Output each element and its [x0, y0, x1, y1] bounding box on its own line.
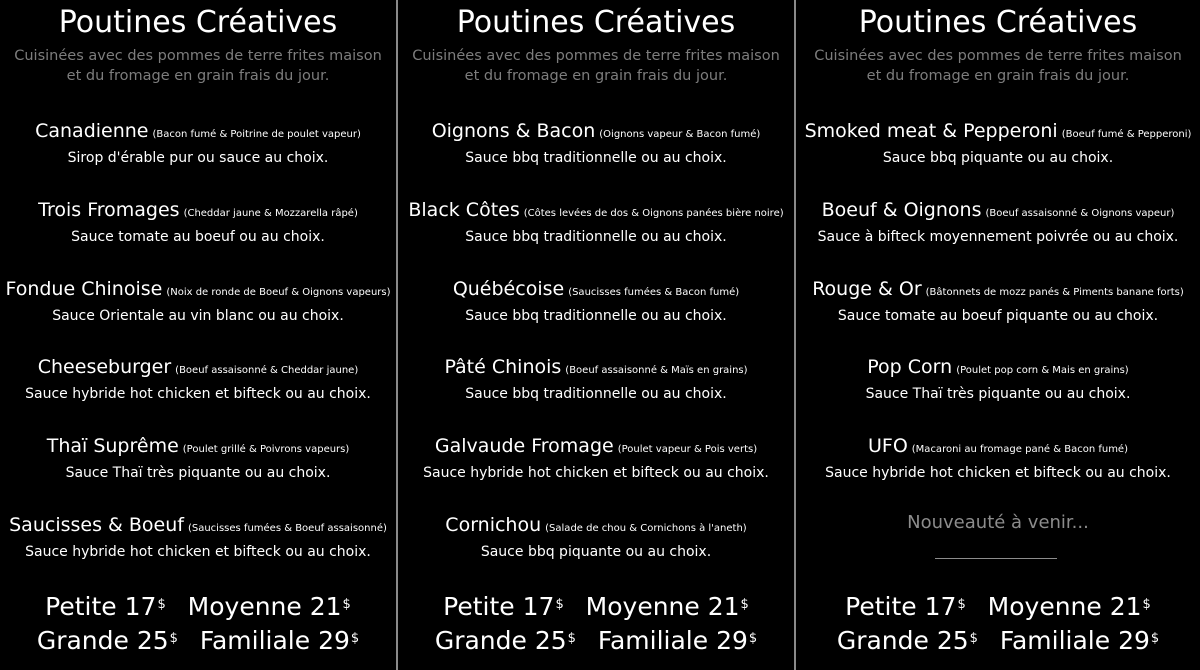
subtitle-line: et du fromage en grain frais du jour.: [866, 68, 1130, 84]
item-name: Saucisses & Boeuf: [9, 514, 184, 536]
item-ingredients: (Boeuf fumé & Pepperoni): [1061, 129, 1192, 140]
coming-soon-underline: [935, 558, 1057, 559]
item-name: Cheeseburger: [37, 356, 172, 378]
panel-subtitle: [0, 46, 396, 86]
item-name: Canadienne: [35, 120, 149, 142]
menu-item: [0, 354, 396, 404]
menu-item: [398, 354, 794, 404]
price-list: [796, 590, 1200, 658]
panel-subtitle: [398, 46, 794, 86]
menu-item: [398, 276, 794, 326]
item-ingredients: (Côtes levées de dos & Oignons panées bière noire): [523, 208, 784, 219]
menu-panel-3: [796, 0, 1200, 670]
price-large: Grande 25$: [434, 626, 576, 655]
item-sauce: Sauce bbq piquante ou au choix.: [882, 150, 1114, 166]
item-ingredients: (Boeuf assaisonné & Cheddar jaune): [175, 365, 359, 376]
item-ingredients: (Boeuf assaisonné & Oignons vapeur): [985, 208, 1175, 219]
menu-item: [398, 512, 794, 562]
price-large: Grande 25$: [36, 626, 178, 655]
price-family: Familiale 29$: [597, 626, 758, 655]
item-name: Oignons & Bacon: [431, 120, 596, 142]
item-name: Black Côtes: [408, 199, 520, 221]
item-ingredients: (Bâtonnets de mozz panés & Piments banane forts): [925, 287, 1184, 298]
menu-item: [0, 512, 396, 562]
item-sauce: Sauce bbq traditionnelle ou au choix.: [465, 386, 727, 402]
item-sauce: Sauce hybride hot chicken et bifteck ou au choix.: [423, 465, 769, 481]
menu-panel-1: [0, 0, 398, 670]
item-ingredients: (Salade de chou & Cornichons à l'aneth): [545, 523, 747, 534]
menu-panel-2: [398, 0, 796, 670]
menu-item: [796, 276, 1200, 326]
price-list: [0, 590, 396, 658]
menu-item: [0, 197, 396, 247]
item-sauce: Sauce bbq traditionnelle ou au choix.: [465, 229, 727, 245]
item-ingredients: (Boeuf assaisonné & Maïs en grains): [565, 365, 748, 376]
panel-title: Poutines Créatives: [858, 5, 1138, 40]
panel-title: Poutines Créatives: [58, 5, 338, 40]
menu-item: [398, 197, 794, 247]
price-small: Petite 17$: [45, 592, 166, 621]
item-ingredients: (Saucisses fumées & Boeuf assaisonné): [187, 523, 387, 534]
item-name: Pâté Chinois: [444, 356, 562, 378]
item-name: Trois Fromages: [38, 199, 180, 221]
item-name: Smoked meat & Pepperoni: [804, 120, 1058, 142]
item-sauce: Sauce bbq piquante ou au choix.: [480, 544, 712, 560]
price-list: [398, 590, 794, 658]
item-sauce: Sauce hybride hot chicken et bifteck ou au choix.: [25, 544, 371, 560]
item-name: Rouge & Or: [812, 278, 922, 300]
item-name: UFO: [867, 435, 908, 457]
menu-item: [796, 118, 1200, 168]
item-name: Boeuf & Oignons: [821, 199, 982, 221]
panel-title: Poutines Créatives: [456, 5, 736, 40]
subtitle-line: Cuisinées avec des pommes de terre frites maison: [814, 48, 1182, 64]
menu-item: [796, 433, 1200, 483]
item-name: Québécoise: [452, 278, 565, 300]
menu-item: [0, 118, 396, 168]
item-sauce: Sauce bbq traditionnelle ou au choix.: [465, 308, 727, 324]
subtitle-line: et du fromage en grain frais du jour.: [464, 68, 728, 84]
subtitle-line: et du fromage en grain frais du jour.: [66, 68, 330, 84]
price-small: Petite 17$: [443, 592, 564, 621]
price-medium: Moyenne 21$: [585, 592, 749, 621]
item-sauce: Sauce Thaï très piquante ou au choix.: [65, 465, 331, 481]
item-sauce: Sauce hybride hot chicken et bifteck ou au choix.: [825, 465, 1171, 481]
item-ingredients: (Noix de ronde de Boeuf & Oignons vapeurs): [166, 287, 391, 298]
item-sauce: Sirop d'érable pur ou sauce au choix.: [67, 150, 329, 166]
item-ingredients: (Poulet pop corn & Mais en grains): [956, 365, 1129, 376]
menu-item: [398, 118, 794, 168]
item-name: Thaï Suprême: [46, 435, 179, 457]
item-sauce: Sauce Orientale au vin blanc ou au choix.: [52, 308, 344, 324]
item-sauce: Sauce tomate au boeuf piquante ou au choix.: [837, 308, 1159, 324]
item-ingredients: (Macaroni au fromage pané & Bacon fumé): [911, 444, 1128, 455]
price-family: Familiale 29$: [999, 626, 1160, 655]
item-ingredients: (Cheddar jaune & Mozzarella râpé): [183, 208, 358, 219]
item-name: Cornichou: [445, 514, 542, 536]
menu-item: [398, 433, 794, 483]
item-name: Fondue Chinoise: [5, 278, 163, 300]
menu-item: [796, 354, 1200, 404]
subtitle-line: Cuisinées avec des pommes de terre frites maison: [412, 48, 780, 64]
item-ingredients: (Bacon fumé & Poitrine de poulet vapeur): [152, 129, 361, 140]
panel-subtitle: [796, 46, 1200, 86]
item-ingredients: (Oignons vapeur & Bacon fumé): [599, 129, 761, 140]
item-name: Pop Corn: [867, 356, 953, 378]
item-sauce: Sauce à bifteck moyennement poivrée ou au choix.: [817, 229, 1179, 245]
menu-item: [0, 276, 396, 326]
menu-item: [796, 197, 1200, 247]
price-family: Familiale 29$: [199, 626, 360, 655]
coming-soon-label: Nouveauté à venir...: [907, 512, 1089, 533]
item-ingredients: (Saucisses fumées & Bacon fumé): [568, 287, 740, 298]
item-ingredients: (Poulet vapeur & Pois verts): [617, 444, 758, 455]
subtitle-line: Cuisinées avec des pommes de terre frites maison: [14, 48, 382, 64]
item-sauce: Sauce tomate au boeuf ou au choix.: [71, 229, 325, 245]
item-sauce: Sauce hybride hot chicken et bifteck ou au choix.: [25, 386, 371, 402]
price-medium: Moyenne 21$: [187, 592, 351, 621]
price-large: Grande 25$: [836, 626, 978, 655]
item-sauce: Sauce bbq traditionnelle ou au choix.: [465, 150, 727, 166]
price-small: Petite 17$: [845, 592, 966, 621]
price-medium: Moyenne 21$: [987, 592, 1151, 621]
menu-item: [0, 433, 396, 483]
item-sauce: Sauce Thaï très piquante ou au choix.: [865, 386, 1131, 402]
item-name: Galvaude Fromage: [434, 435, 614, 457]
item-ingredients: (Poulet grillé & Poivrons vapeurs): [182, 444, 350, 455]
